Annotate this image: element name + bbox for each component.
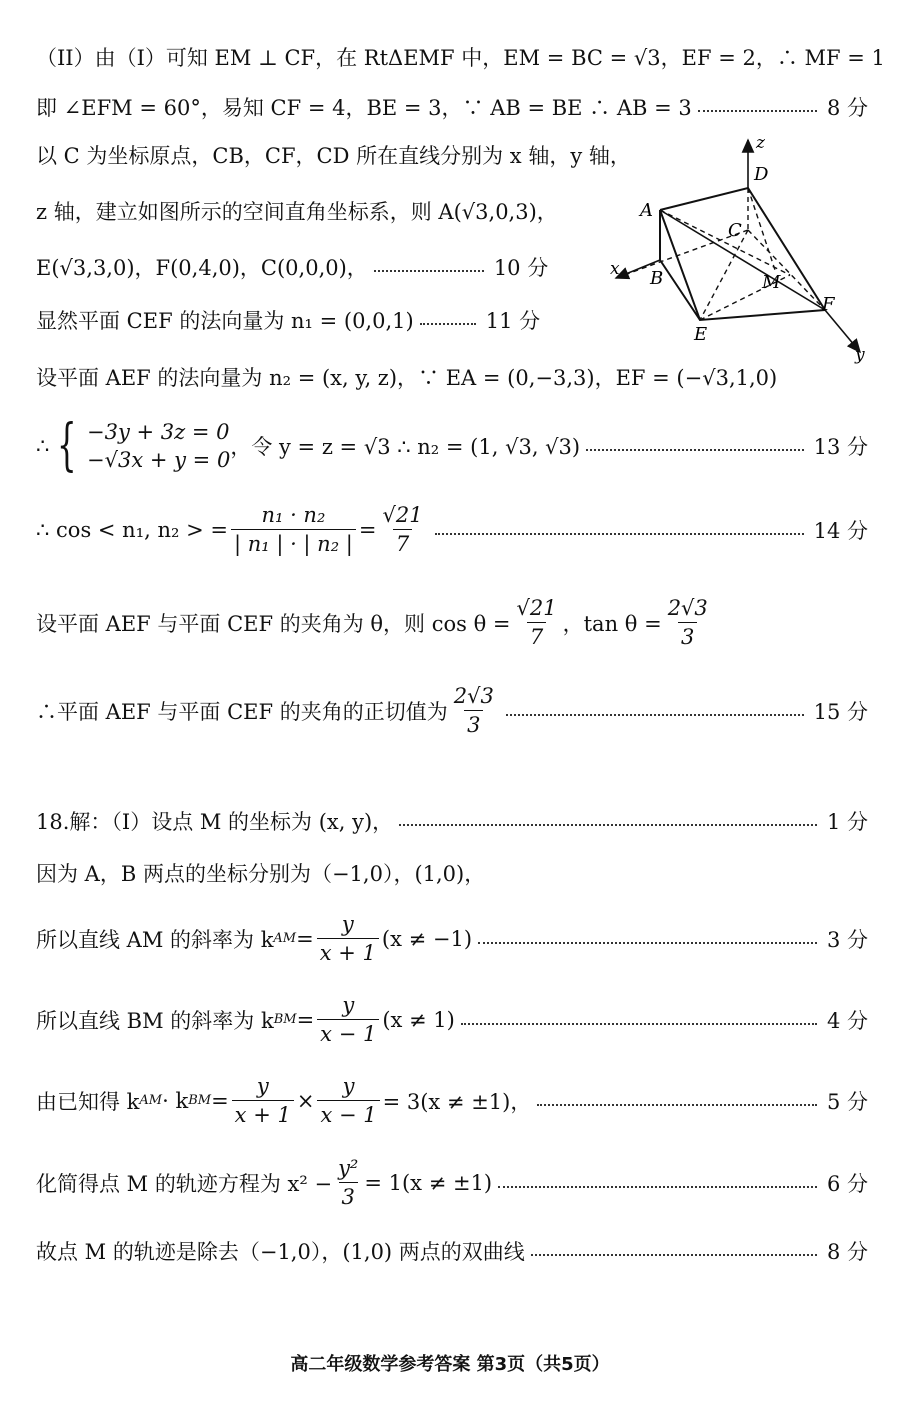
dot-leader xyxy=(399,824,817,826)
score-label: 8 分 xyxy=(826,1240,868,1264)
equation-system: { −3y + 3z = 0 −√3x + y = 0 xyxy=(57,413,231,479)
q18-line-7: 故点 M 的轨迹是除去（−1,0），(1,0) 两点的双曲线 8 分 xyxy=(36,1236,868,1266)
dot-leader xyxy=(478,942,817,944)
part2-text-4: z 轴，建立如图所示的空间直角坐标系，则 A(√3,0,3)， xyxy=(36,200,558,224)
part2-line-3 xyxy=(36,140,631,170)
part2-line-2 xyxy=(36,92,868,122)
label-A: A xyxy=(640,200,653,221)
dot-leader xyxy=(461,1023,817,1025)
score-label: 6 分 xyxy=(826,1171,868,1196)
score-label: 15 分 xyxy=(813,699,868,724)
part2-line-6 xyxy=(36,305,540,335)
edge-DM xyxy=(748,188,775,270)
q18-line-3: 所以直线 AM 的斜率为 k AM = $\frac{y}{x + 1}$ (x ≠ −1) 3 分 xyxy=(36,912,868,965)
label-D: D xyxy=(754,164,769,185)
part2-text-7: 设平面 AEF 的法向量为 n₂ = (x, y, z)，∵ EA = (0,−3,3)，EF = (−√3,1,0) xyxy=(36,366,778,390)
dot-leader xyxy=(435,533,804,535)
part2-line-9: ∴ cos < n₁, n₂ > = $\frac{\text{n₁ · n₂}}{\text{| n₁ | · | n₂ |}}$ = $\frac{√21}{7}$ 14 分 xyxy=(36,503,868,556)
part2-line-1 xyxy=(36,42,885,72)
score-label: 1 分 xyxy=(826,810,868,834)
fraction: $\frac{y}{x - 1}$ xyxy=(317,993,379,1046)
dot-leader xyxy=(586,449,803,451)
fraction: $\frac{√21}{7}$ xyxy=(382,503,423,556)
edge-CE xyxy=(700,230,748,320)
q18-line-4: 所以直线 BM 的斜率为 k BM = $\frac{y}{x - 1}$ (x ≠ 1) 4 分 xyxy=(36,993,868,1046)
label-z: z xyxy=(756,133,765,153)
q18-line-1: 18.解：（I）设点 M 的坐标为 (x, y)， 1 分 xyxy=(36,806,868,836)
part2-text-2: 即 ∠EFM = 60°，易知 CF = 4，BE = 3，∵ AB = BE ∴ AB = 3 xyxy=(36,96,692,120)
dot-leader xyxy=(698,110,817,112)
fraction: $\frac{y}{x + 1}$ xyxy=(232,1074,294,1127)
dot-leader xyxy=(374,270,484,272)
solid-edges xyxy=(660,188,825,320)
score-label: 3 分 xyxy=(826,927,868,952)
score-label: 4 分 xyxy=(826,1008,868,1033)
score-label: 8 分 xyxy=(826,96,868,120)
part2-line-10: 设平面 AEF 与平面 CEF 的夹角为 θ，则 cos θ = $\frac{√21}{7}$ ，tan θ = $\frac{2√3}{3}$ xyxy=(36,596,714,649)
part2-text-1: （II）由（I）可知 EM ⊥ CF，在 RtΔEMF 中，EM = BC = √3，EF = 2，∴ MF = 1 xyxy=(36,46,885,70)
fraction: $\frac{y}{x - 1}$ xyxy=(317,1074,379,1127)
fraction: $\frac{y}{x + 1}$ xyxy=(317,912,379,965)
dot-leader xyxy=(531,1254,817,1256)
fraction: $\frac{√21}{7}$ xyxy=(516,596,557,649)
part2-line-4 xyxy=(36,196,558,226)
score-label: 11 分 xyxy=(485,309,541,333)
fraction: $\frac{\text{n₁ · n₂}}{\text{| n₁ | · | n₂ |}}$ xyxy=(231,503,356,556)
part2-text-5: E(√3,3,0)，F(0,4,0)，C(0,0,0)， xyxy=(36,256,368,280)
fraction: $\frac{\text{y²}}{3}$ xyxy=(338,1156,359,1209)
system-eq-2: −√3x + y = 0 xyxy=(87,448,231,473)
dot-leader xyxy=(498,1186,817,1188)
label-C: C xyxy=(728,220,742,241)
therefore-sign: ∴ xyxy=(36,434,50,459)
label-y: y xyxy=(855,345,865,365)
edge-BE xyxy=(660,260,700,320)
fraction: $\frac{2√3}{3}$ xyxy=(453,684,494,737)
system-eq-1: −3y + 3z = 0 xyxy=(87,420,230,444)
part2-line-11: ∴平面 AEF 与平面 CEF 的夹角的正切值为 $\frac{2√3}{3}$ 15 分 xyxy=(36,684,868,737)
part2-text-8: ，令 y = z = √3 ∴ n₂ = (1, √3, √3) xyxy=(230,435,581,460)
label-B: B xyxy=(650,268,664,289)
part2-line-8 xyxy=(36,413,868,479)
label-E: E xyxy=(694,324,708,345)
label-F: F xyxy=(822,294,835,315)
fraction: $\frac{2√3}{3}$ xyxy=(667,596,708,649)
score-label: 10 分 xyxy=(493,256,549,280)
part2-text-6: 显然平面 CEF 的法向量为 n₁ = (0,0,1) xyxy=(36,309,414,333)
q18-line-5: 由已知得 k AM · k BM = $\frac{y}{x + 1}$ × $\frac{y}{x - 1}$ = 3(x ≠ ±1)， 5 分 xyxy=(36,1074,868,1127)
dot-leader xyxy=(537,1104,817,1106)
page-footer: 高二年级数学参考答案 第3页（共5页） xyxy=(290,1354,610,1375)
dot-leader xyxy=(420,323,476,325)
cos-prefix: ∴ cos < n₁, n₂ > = xyxy=(36,517,228,542)
part2-line-5 xyxy=(36,252,548,282)
q18-line-6: 化简得点 M 的轨迹方程为 x² − $\frac{\text{y²}}{3}$ = 1(x ≠ ±1) 6 分 xyxy=(36,1156,868,1209)
score-label: 5 分 xyxy=(826,1089,868,1114)
edge-AF xyxy=(660,210,825,310)
dot-leader xyxy=(506,714,804,716)
part2-text-3: 以 C 为坐标原点，CB，CF，CD 所在直线分别为 x 轴，y 轴， xyxy=(36,144,631,168)
part2-line-7 xyxy=(36,362,777,392)
score-label: 13 分 xyxy=(813,435,868,460)
label-M: M xyxy=(762,272,781,293)
score-label: 14 分 xyxy=(813,518,868,543)
coordinate-figure xyxy=(600,130,870,370)
q18-line-2: 因为 A，B 两点的坐标分别为（−1,0），(1,0)， xyxy=(36,862,486,886)
label-x: x xyxy=(610,259,620,279)
